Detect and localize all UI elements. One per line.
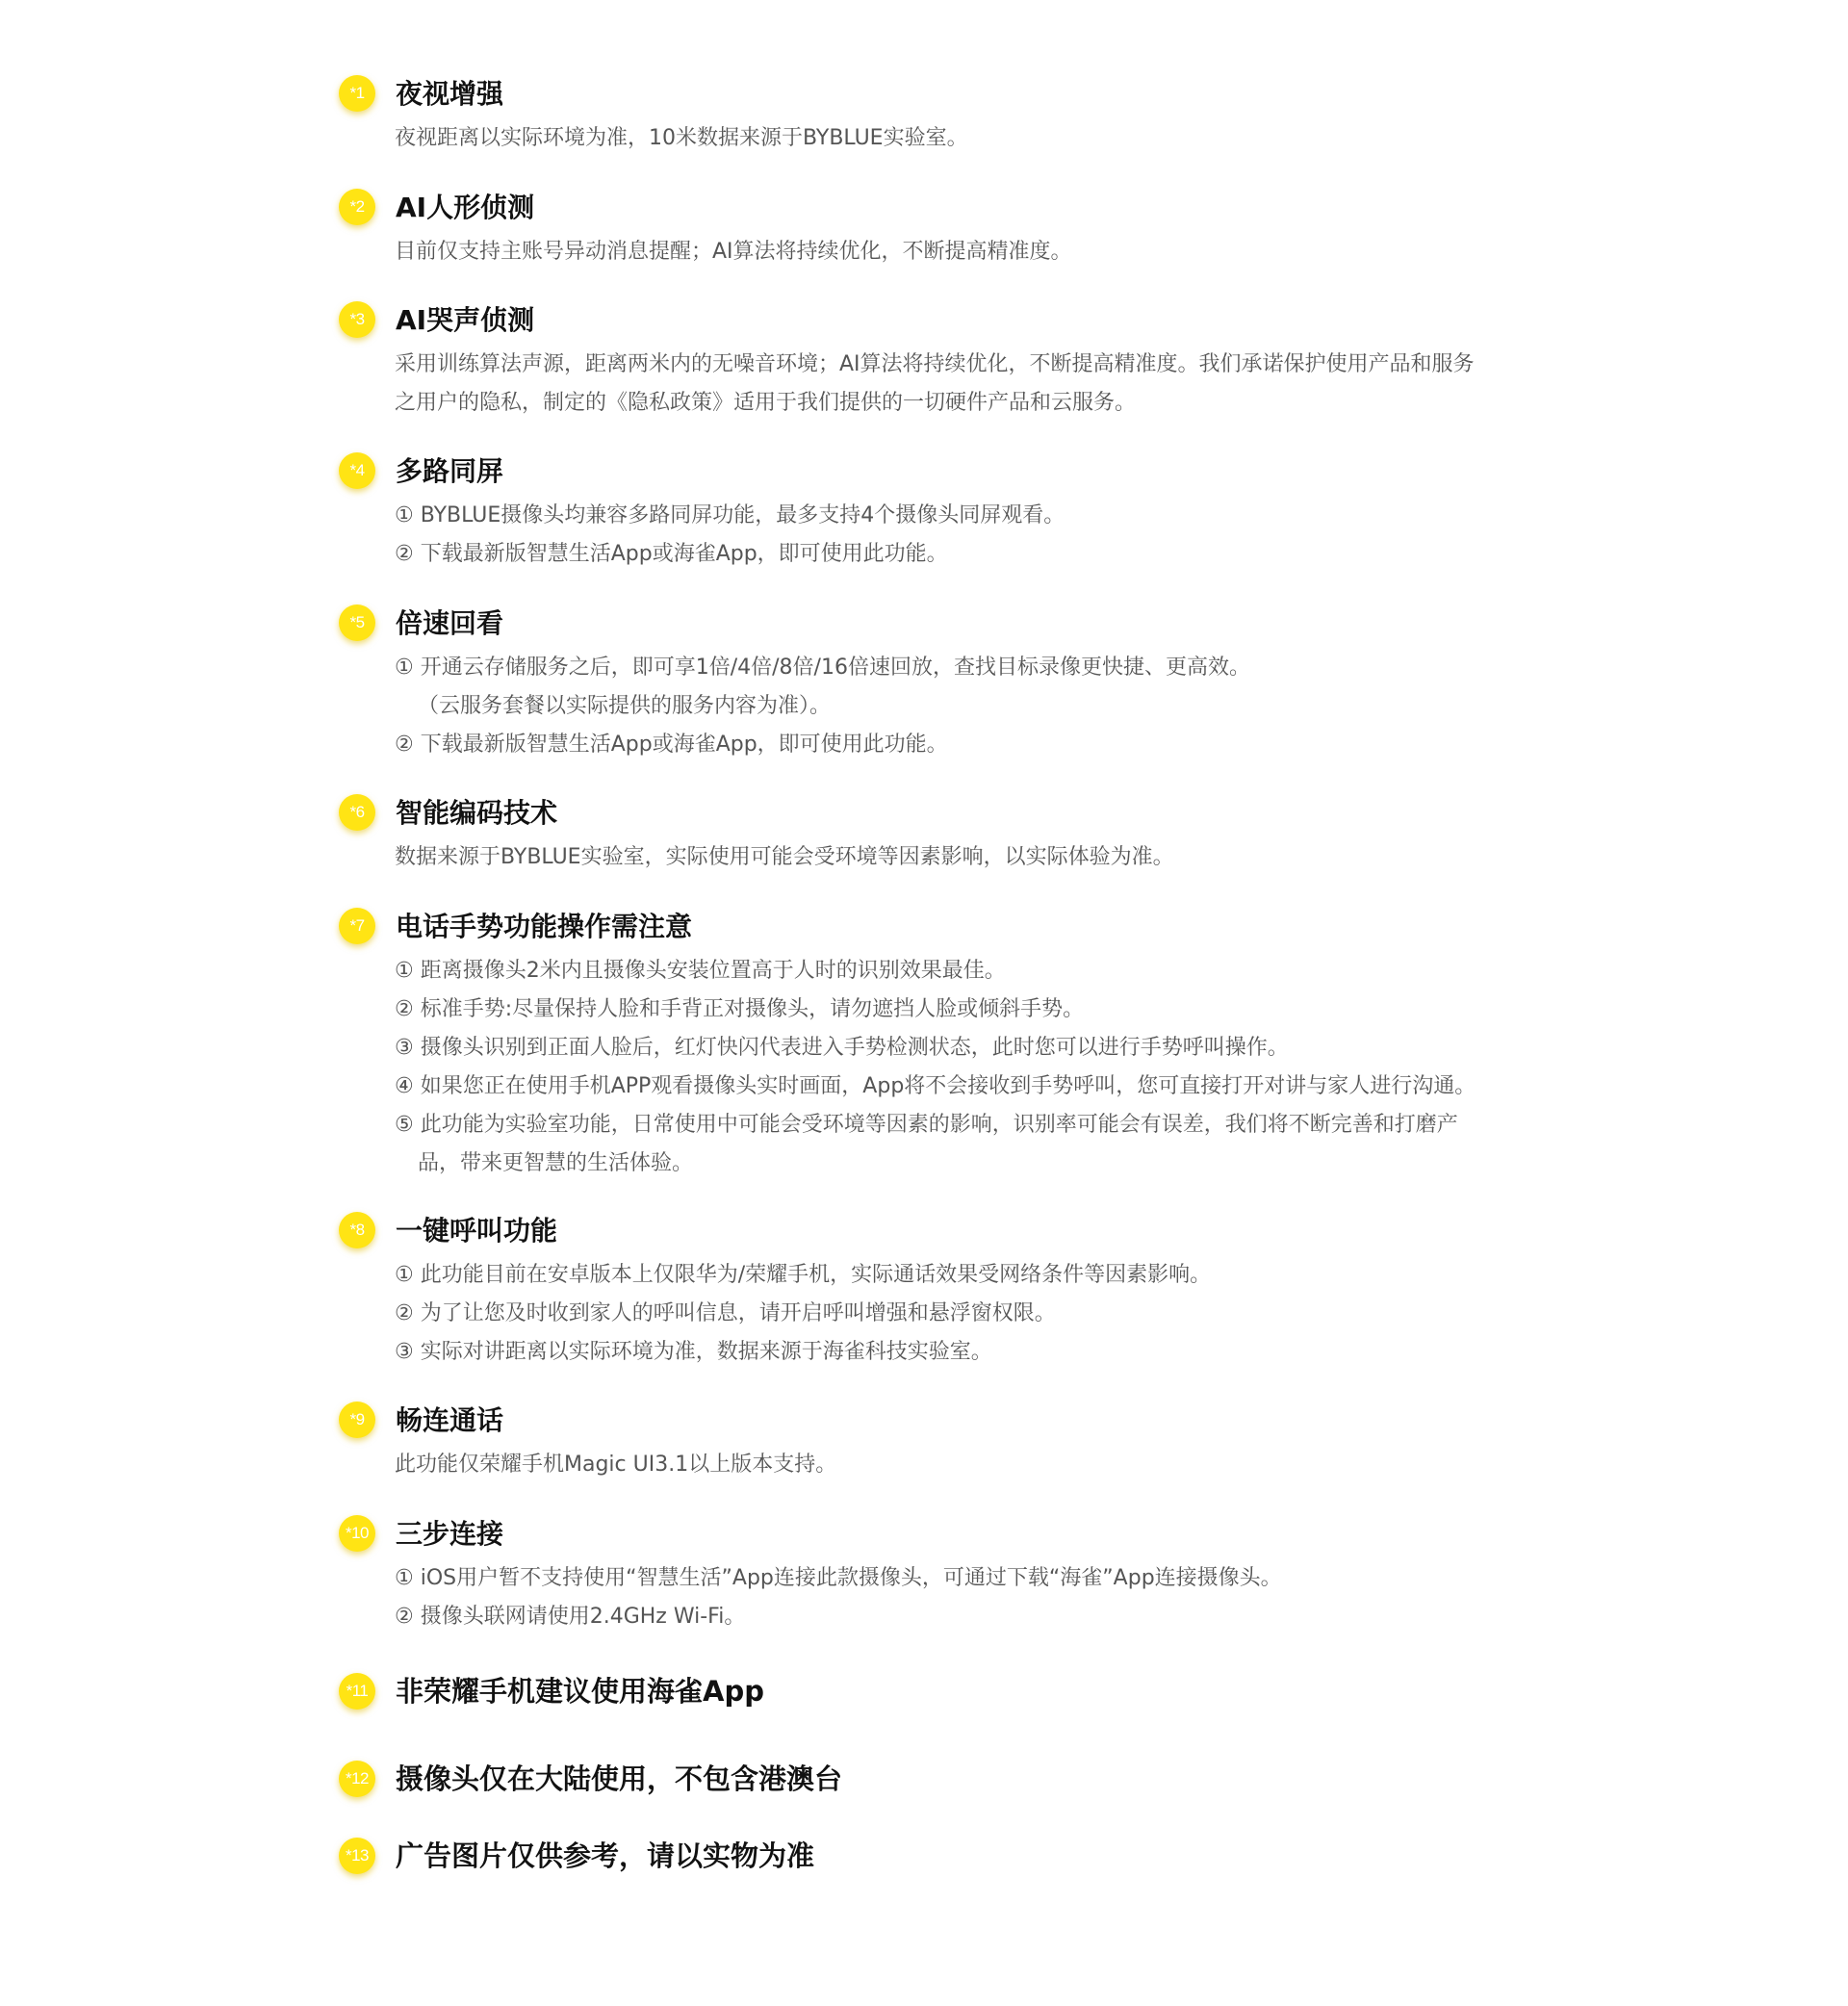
footnote-title: 夜视增强 xyxy=(396,78,504,110)
footnote-number-badge: *1 xyxy=(339,75,375,112)
footnote-line: ① 此功能目前在安卓版本上仅限华为/荣耀手机，实际通话效果受网络条件等因素影响。 xyxy=(395,1263,1212,1287)
footnote-title: 畅连通话 xyxy=(396,1404,504,1436)
footnote-title: 电话手势功能操作需注意 xyxy=(396,911,693,942)
footnote-title: 非荣耀手机建议使用海雀App xyxy=(396,1675,764,1708)
footnote-number-badge: *5 xyxy=(339,604,375,641)
footnote-description xyxy=(395,497,1564,574)
footnote-line: ② 下载最新版智慧生活App或海雀App，即可使用此功能。 xyxy=(395,733,948,757)
footnote-title: 一键呼叫功能 xyxy=(396,1215,558,1247)
footnote-number-badge: *6 xyxy=(339,794,375,831)
footnote-line: 此功能仅荣耀手机Magic UI3.1以上版本支持。 xyxy=(395,1453,837,1477)
footnote-title: 智能编码技术 xyxy=(396,797,558,829)
footnote-title: 摄像头仅在大陆使用，不包含港澳台 xyxy=(396,1762,843,1795)
footnote-title: 广告图片仅供参考，请以实物为准 xyxy=(396,1839,815,1872)
footnote-description xyxy=(395,1256,1564,1372)
footnote-description xyxy=(395,346,1564,423)
footnote-number-badge: *13 xyxy=(339,1838,375,1874)
footnote-line: 目前仅支持主账号异动消息提醒；AI算法将持续优化，不断提高精准度。 xyxy=(395,240,1072,264)
footnote-number-badge: *4 xyxy=(339,452,375,489)
footnote-line: 数据来源于BYBLUE实验室，实际使用可能会受环境等因素影响，以实际体验为准。 xyxy=(395,845,1174,869)
footnote-description xyxy=(395,119,1564,158)
footnote-description xyxy=(395,838,1564,877)
footnote-line: ⑤ 此功能为实验室功能，日常使用中可能会受环境等因素的影响，识别率可能会有误差，我们将不断完善和打磨产 xyxy=(395,1113,1458,1137)
footnote-number-badge: *11 xyxy=(339,1673,375,1710)
footnote-line: ① BYBLUE摄像头均兼容多路同屏功能，最多支持4个摄像头同屏观看。 xyxy=(395,503,1065,527)
footnote-title: AI人形侦测 xyxy=(396,192,535,223)
footnote-number-badge: *9 xyxy=(339,1402,375,1438)
footnote-title: 多路同屏 xyxy=(396,455,504,487)
footnote-description xyxy=(395,1446,1564,1484)
footnote-number-badge: *10 xyxy=(339,1515,375,1552)
footnote-line: ② 摄像头联网请使用2.4GHz Wi-Fi。 xyxy=(395,1605,746,1629)
footnote-description xyxy=(395,1559,1564,1636)
footnote-number-badge: *3 xyxy=(339,301,375,338)
footnote-description xyxy=(395,952,1564,1183)
footnote-line: 品，带来更智慧的生活体验。 xyxy=(418,1151,694,1175)
footnote-line: ② 标准手势:尽量保持人脸和手背正对摄像头，请勿遮挡人脸或倾斜手势。 xyxy=(395,997,1085,1021)
footnote-line: 采用训练算法声源，距离两米内的无噪音环境；AI算法将持续优化，不断提高精准度。我们承诺保护使用产品和服务 xyxy=(395,352,1475,376)
footnote-line: 之用户的隐私，制定的《隐私政策》适用于我们提供的一切硬件产品和云服务。 xyxy=(395,391,1137,415)
footnote-description xyxy=(395,649,1564,764)
footnote-line: 夜视距离以实际环境为准，10米数据来源于BYBLUE实验室。 xyxy=(395,126,968,150)
footnote-title: AI哭声侦测 xyxy=(396,304,535,336)
footnote-line: ③ 摄像头识别到正面人脸后，红灯快闪代表进入手势检测状态，此时您可以进行手势呼叫操作。 xyxy=(395,1036,1289,1060)
footnote-line: ② 下载最新版智慧生活App或海雀App，即可使用此功能。 xyxy=(395,542,948,566)
footnote-number-badge: *12 xyxy=(339,1761,375,1797)
footnote-line: ① 距离摄像头2米内且摄像头安装位置高于人时的识别效果最佳。 xyxy=(395,959,1006,983)
footnote-line: ② 为了让您及时收到家人的呼叫信息，请开启呼叫增强和悬浮窗权限。 xyxy=(395,1301,1056,1325)
footnote-line: ④ 如果您正在使用手机APP观看摄像头实时画面，App将不会接收到手势呼叫，您可直接打开对讲与家人进行沟通。 xyxy=(395,1074,1476,1098)
footnote-title: 三步连接 xyxy=(396,1518,504,1550)
footnote-line: ① 开通云存储服务之后，即可享1倍/4倍/8倍/16倍速回放，查找目标录像更快捷、更高效。 xyxy=(395,656,1250,680)
footnote-description xyxy=(395,233,1564,271)
footnote-line: （云服务套餐以实际提供的服务内容为准）。 xyxy=(418,694,832,718)
footnote-number-badge: *8 xyxy=(339,1212,375,1248)
footnote-number-badge: *7 xyxy=(339,908,375,944)
footnote-number-badge: *2 xyxy=(339,189,375,225)
footnote-title: 倍速回看 xyxy=(396,607,504,639)
footnote-line: ① iOS用户暂不支持使用“智慧生活”App连接此款摄像头，可通过下载“海雀”App连接摄像头。 xyxy=(395,1566,1282,1590)
footnote-line: ③ 实际对讲距离以实际环境为准，数据来源于海雀科技实验室。 xyxy=(395,1340,992,1364)
